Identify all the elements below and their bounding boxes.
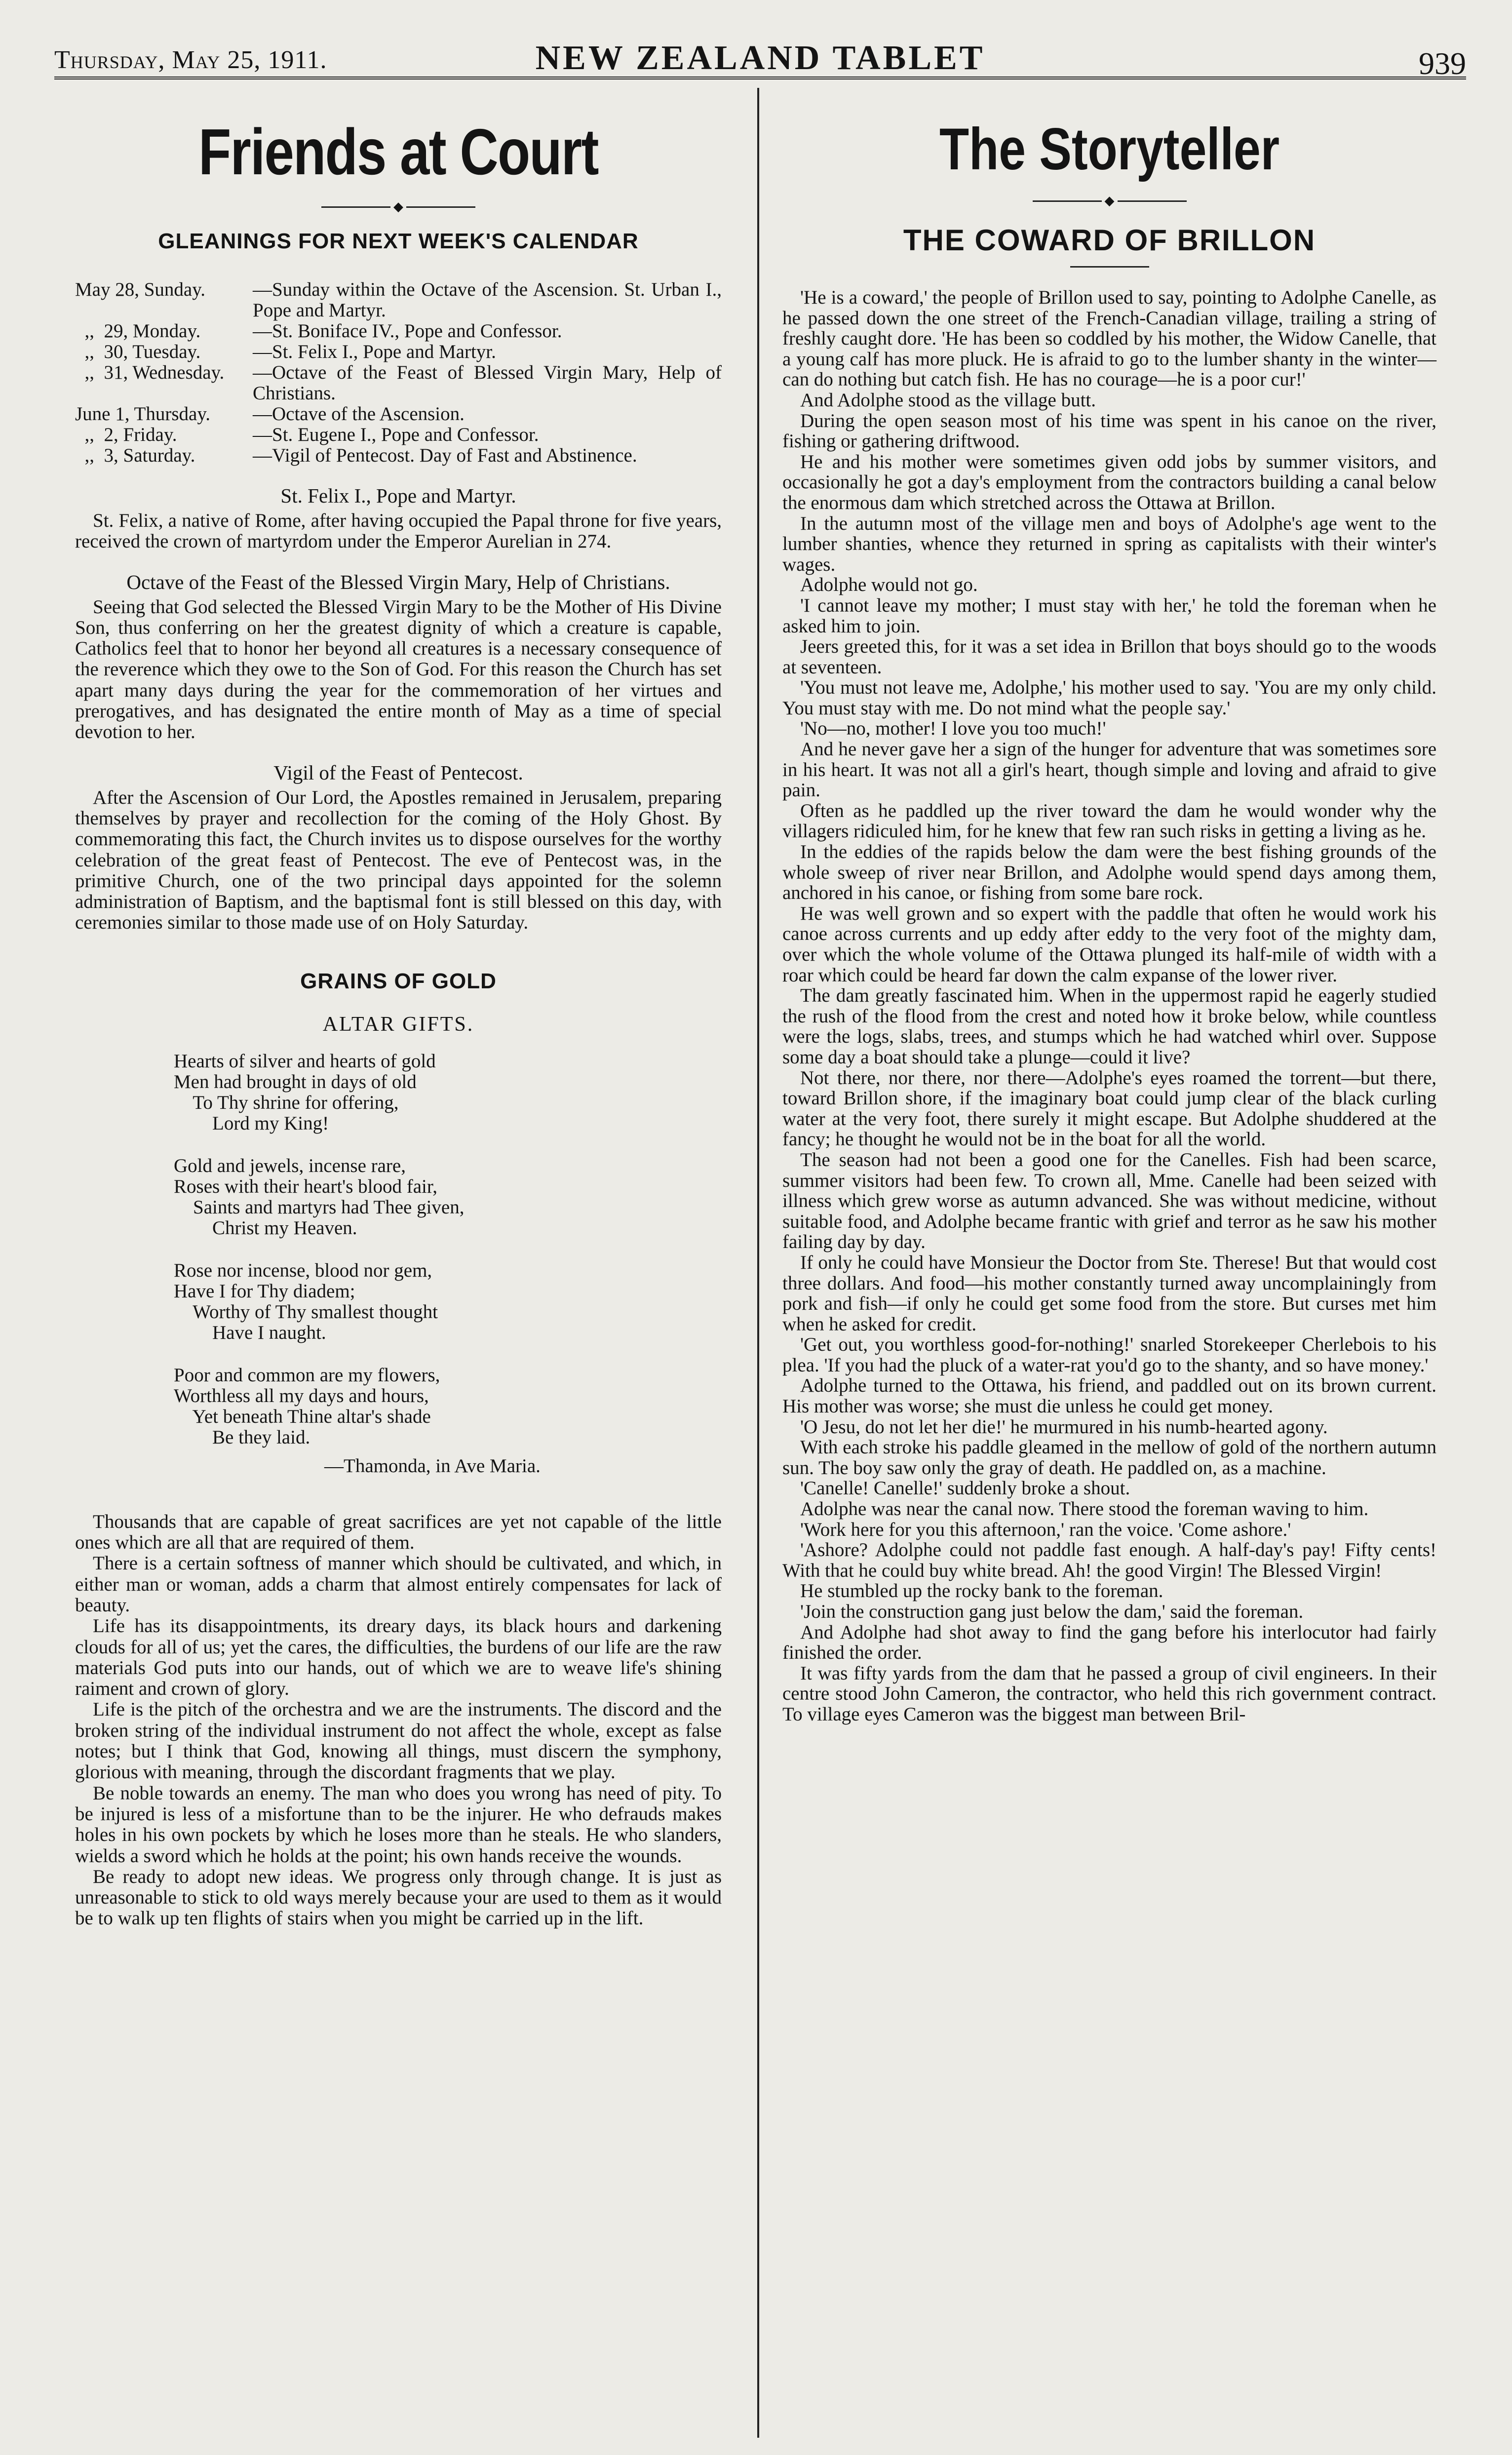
left-column: [75, 94, 722, 1929]
poem-stanza: Hearts of silver and hearts of gold Men had brought in days of old To Thy shrine for offering, Lord my King!: [174, 1050, 436, 1134]
story-rule: [1070, 266, 1149, 268]
paragraph: 'O Jesu, do not let her die!' he murmured in his numb-hearted agony.: [800, 1416, 1328, 1438]
newspaper-name: NEW ZEALAND TABLET: [535, 39, 985, 77]
calendar-subtitle: GLEANINGS FOR NEXT WEEK'S CALENDAR: [158, 229, 639, 253]
paragraph: Life is the pitch of the orchestra and we are the instruments. The discord and the broken string of the individual instrument do not affect the whole, except as false notes; but I think that God, knowing all things, must discern the symphony, glorious with meaning, through the discordant fragments that we play.: [75, 1699, 722, 1783]
right-column: [782, 94, 1436, 1725]
paragraph: He was well grown and so expert with the paddle that often he would work his canoe across currents and up eddy after eddy to the very foot of the mighty dam, over which the whole volume of the Ottawa plunged its half-mile of width with a roar which could be heard far down the calm expanse of the lower river.: [782, 902, 1436, 986]
calendar-row: ,, 29, Monday. —St. Boniface IV., Pope and Confessor.: [75, 320, 562, 342]
friends-at-court-title: Friends at Court: [198, 116, 598, 188]
section-heading: Vigil of the Feast of Pentecost.: [273, 761, 523, 784]
paragraph: Be ready to adopt new ideas. We progress only through change. It is just as unreasonable to stick to old ways merely because your are used to them as it would be to walk up ten flights of stairs when you might be carried up in the lift.: [75, 1866, 722, 1929]
paragraph: 'I cannot leave my mother; I must stay with her,' he told the foreman when he asked him to join.: [782, 594, 1436, 637]
paragraph: Be noble towards an enemy. The man who does you wrong has need of pity. To be injured is less of a misfortune than to be the injurer. He who defrauds makes holes in his own pockets by which he loses more than he steals. He who slanders, wields a sword which he holds at the point; his own hands receive the wounds.: [75, 1782, 722, 1867]
poem-stanza: Rose nor incense, blood nor gem, Have I for Thy diadem; Worthy of Thy smallest thought Have I naught.: [174, 1259, 438, 1343]
paragraph: During the open season most of his time was spent in his canoe on the river, fishing or gathering driftwood.: [782, 410, 1436, 452]
poem-signature: —Thamonda, in Ave Maria.: [324, 1455, 541, 1477]
column-rule: [757, 88, 759, 2438]
paragraph: He stumbled up the rocky bank to the foreman.: [800, 1580, 1163, 1602]
paragraph: The season had not been a good one for the Canelles. Fish had been scarce, summer visitors had been few. To crown all, Mme. Canelle had been seized with illness which grew worse as autumn advanced. She was without medicine, without suitable food, and Adolphe became frantic with grief and terror as he saw his mother failing day by day.: [782, 1149, 1436, 1253]
paragraph: It was fifty yards from the dam that he passed a group of civil engineers. In their centre stood John Cameron, the contractor, who held this rich government contract. To village eyes Cameron was the biggest man between Bril-: [782, 1662, 1436, 1725]
paragraph: Adolphe was near the canal now. There stood the foreman waving to him.: [800, 1498, 1369, 1520]
paragraph: And he never gave her a sign of the hunger for adventure that was sometimes sore in his heart. It was not all a girl's heart, though simple and loving and afraid to give pain.: [782, 739, 1436, 801]
poem-title: ALTAR GIFTS.: [322, 1013, 474, 1036]
masthead-rule: [54, 77, 1466, 79]
paragraph: If only he could have Monsieur the Doctor from Ste. Therese! But that would cost three dollars. And food—his mother constantly turned away uncomplainingly from pork and fish—if only he could get some food from the store. But curses met him when he asked for credit.: [782, 1251, 1436, 1335]
poem-stanza: Gold and jewels, incense rare, Roses with their heart's blood fair, Saints and martyrs had Thee given, Christ my Heaven.: [174, 1155, 465, 1239]
ornament-divider: ◆: [75, 199, 722, 214]
ornament-divider: ◆: [782, 194, 1436, 208]
section-heading: Octave of the Feast of the Blessed Virgin Mary, Help of Christians.: [126, 570, 670, 593]
paragraph: In the eddies of the rapids below the dam were the best fishing grounds of the whole sweep of river near Brillon, and Adolphe would spend days among them, anchored in his canoe, or fishing from some bare rock.: [782, 841, 1436, 904]
paragraph: The dam greatly fascinated him. When in the uppermost rapid he eagerly studied the rush of the flood from the crest and noted how it broke below, while countless were the logs, slabs, trees, and stumps which he had watched whirl over. Suppose some day a boat should take a plunge—could it live?: [782, 985, 1436, 1068]
paragraph: 'Work here for you this afternoon,' ran the voice. 'Come ashore.': [800, 1519, 1291, 1540]
paragraph: 'Get out, you worthless good-for-nothing!' snarled Storekeeper Cherlebois to his plea. 'If you had the pluck of a water-rat you'd go to the shanty, and so have money.': [782, 1334, 1436, 1376]
paragraph: And Adolphe stood as the village butt.: [800, 389, 1096, 411]
calendar-row: ,, 2, Friday. —St. Eugene I., Pope and Confessor.: [75, 424, 539, 445]
storyteller-title: The Storyteller: [939, 116, 1279, 182]
page-number: 939: [1419, 46, 1466, 81]
calendar-row: May 28, Sunday. —Sunday within the Octave of the Ascension. St. Urban I., Pope and Martyr.: [75, 279, 722, 321]
calendar-row: ,, 3, Saturday. —Vigil of Pentecost. Day of Fast and Abstinence.: [75, 445, 637, 466]
paragraph: Jeers greeted this, for it was a set idea in Brillon that boys should go to the woods at seventeen.: [782, 636, 1436, 678]
paragraph: Adolphe would not go.: [800, 574, 978, 596]
paragraph: St. Felix, a native of Rome, after having occupied the Papal throne for five years, received the crown of martyrdom under the Emperor Aurelian in 274.: [75, 510, 722, 552]
section-heading: St. Felix I., Pope and Martyr.: [280, 484, 516, 507]
paragraph: He and his mother were sometimes given odd jobs by summer visitors, and occasionally he got a day's employment from the contractors building a canal below the enormous dam which stretched across the Ottawa at Brillon.: [782, 451, 1436, 513]
paragraph: With each stroke his paddle gleamed in the mellow of gold of the northern autumn sun. The boy saw only the gray of death. He paddled on, as a machine.: [782, 1437, 1436, 1479]
paragraph: 'You must not leave me, Adolphe,' his mother used to say. 'You are my only child. You must stay with me. Do not mind what the people say.': [782, 677, 1436, 719]
paragraph: Life has its disappointments, its dreary days, its black hours and darkening clouds for all of us; yet the cares, the difficulties, the burdens of our life are the raw materials God puts into our hands, out of which we are to weave life's shining raiment and crown of glory.: [75, 1615, 722, 1700]
paragraph: 'Join the construction gang just below the dam,' said the foreman.: [800, 1601, 1304, 1622]
issue-date: Thursday, May 25, 1911.: [54, 46, 327, 74]
paragraph: There is a certain softness of manner which should be cultivated, and which, in either man or woman, adds a charm that almost entirely compensates for lack of beauty.: [75, 1553, 722, 1616]
paragraph: In the autumn most of the village men and boys of Adolphe's age went to the lumber shanties, whence they returned in spring as capitalists with their winter's wages.: [782, 512, 1436, 575]
calendar-row: June 1, Thursday. —Octave of the Ascension.: [75, 403, 465, 425]
paragraph: Seeing that God selected the Blessed Virgin Mary to be the Mother of His Divine Son, thus conferring on her the greatest dignity of which a creature is capable, Catholics feel that to honor her beyond all creatures is a necessary consequence of the reverence which they owe to the Son of God. For this reason the Church has set apart many days during the year for the commemoration of her virtues and prerogatives, and has designated the entire month of May as a time of special devotion to her.: [75, 596, 722, 743]
calendar-row: ,, 30, Tuesday. —St. Felix I., Pope and Martyr.: [75, 341, 496, 362]
paragraph: Not there, nor there, nor there—Adolphe's eyes roamed the torrent—but there, toward Brillon shore, if the imaginary boat could jump clear of the black curling water at the very foot, there surely it might escape. But Adolphe shuddered at the fancy; he thought he would not be in the boat for all the world.: [782, 1067, 1436, 1150]
paragraph: After the Ascension of Our Lord, the Apostles remained in Jerusalem, preparing themselves by prayer and recollection for the coming of the Holy Ghost. By commemorating this fact, the Church invites us to dispose ourselves for the worthy celebration of the great feast of Pentecost. The eve of Pentecost was, in the primitive Church, one of the two principal days appointed for the solemn administration of Baptism, and the baptismal font is still blessed on this day, with ceremonies similar to those made use of on Holy Saturday.: [75, 786, 722, 934]
calendar-list: [75, 279, 722, 466]
paragraph: Thousands that are capable of great sacrifices are yet not capable of the little ones which are all that are required of them.: [75, 1511, 722, 1554]
paragraph: 'Ashore? Adolphe could not paddle fast enough. A half-day's pay! Fifty cents! With that he could buy white bread. Ah! the good Virgin! The Blessed Virgin!: [782, 1539, 1436, 1581]
paragraph: And Adolphe had shot away to find the gang before his interlocutor had fairly finished the order.: [782, 1621, 1436, 1664]
paragraph: 'No—no, mother! I love you too much!': [800, 718, 1106, 740]
paragraph: Often as he paddled up the river toward the dam he would wonder why the villagers ridiculed him, for he knew that few ran such risks in getting a living as he.: [782, 800, 1436, 842]
poem-stanza: Poor and common are my flowers, Worthless all my days and hours, Yet beneath Thine altar's shade Be they laid.: [174, 1364, 440, 1448]
grains-of-gold-heading: GRAINS OF GOLD: [300, 969, 497, 993]
paragraph: Adolphe turned to the Ottawa, his friend, and paddled out on its brown current. His mother was worse; she must die unless he could get money.: [782, 1375, 1436, 1417]
story-title: THE COWARD OF BRILLON: [903, 224, 1316, 257]
paragraph: 'Canelle! Canelle!' suddenly broke a shout.: [800, 1478, 1130, 1499]
calendar-row: ,, 31, Wednesday. —Octave of the Feast of Blessed Virgin Mary, Help of Christians.: [75, 362, 722, 404]
paragraph: 'He is a coward,' the people of Brillon used to say, pointing to Adolphe Canelle, as he passed down the one street of the French-Canadian village, trailing a string of freshly caught dore. 'He has been so coddled by his mother, the Widow Canelle, that a young calf has more pluck. He is afraid to go to the lumber shanty in the winter—can do nothing but catch fish. He has no courage—he is a poor cur!': [782, 287, 1436, 390]
